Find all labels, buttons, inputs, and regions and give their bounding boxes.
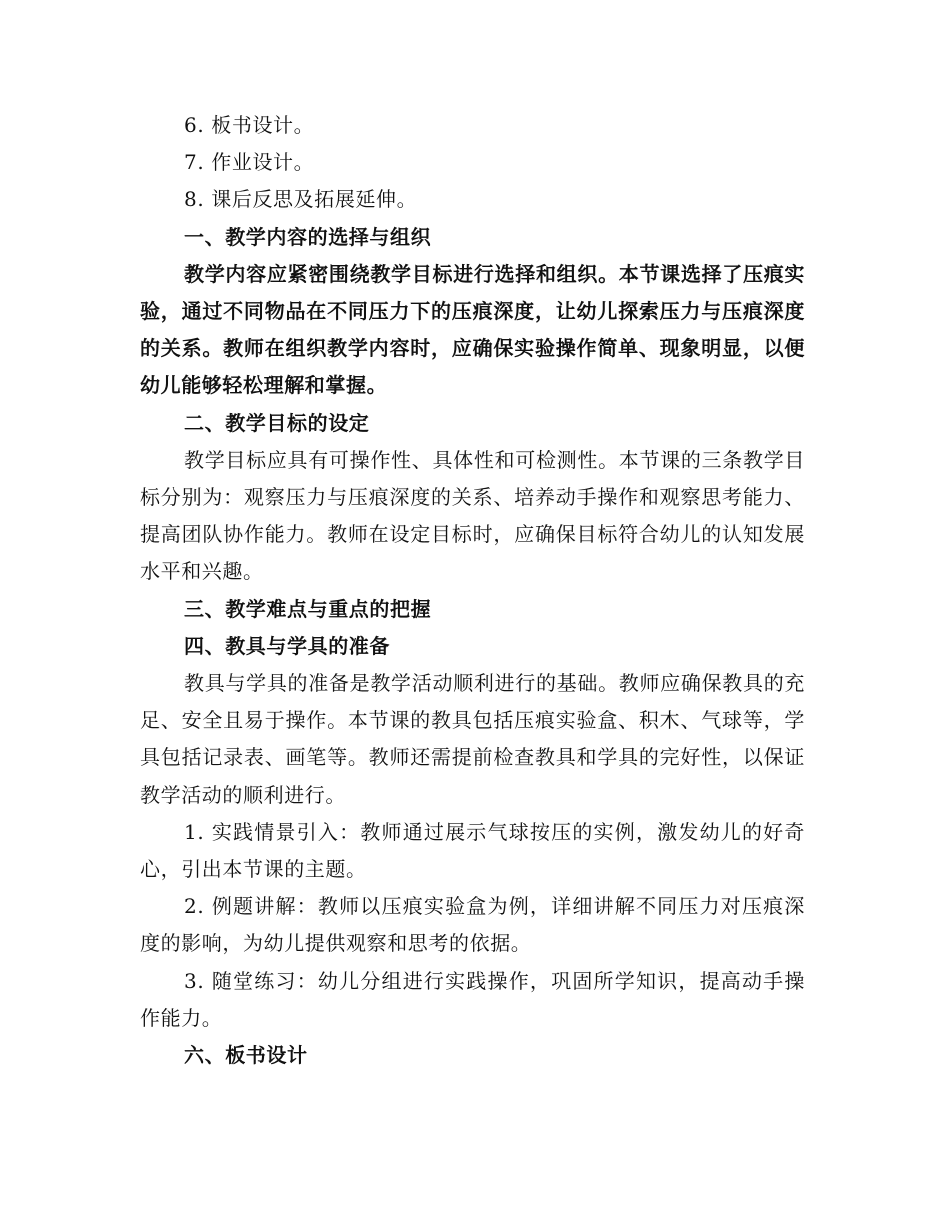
step-item-practice: 3. 随堂练习：幼儿分组进行实践操作，巩固所学知识，提高动手操作能力。 bbox=[140, 968, 805, 1030]
section-body-objectives: 教学目标应具有可操作性、具体性和可检测性。本节课的三条教学目标分别为：观察压力与压痕深度的关系、培养动手操作和观察思考能力、提高团队协作能力。教师在设定目标时，应确保目标符合幼儿的认知发展水平和兴趣。 bbox=[140, 447, 805, 584]
step-item-example: 2. 例题讲解：教师以压痕实验盒为例，详细讲解不同压力对压痕深度的影响，为幼儿提供观察和思考的依据。 bbox=[140, 894, 805, 956]
list-item-reflection: 8. 课后反思及拓展延伸。 bbox=[184, 187, 418, 212]
section-body-materials: 教具与学具的准备是教学活动顺利进行的基础。教师应确保教具的充足、安全且易于操作。本节课的教具包括压痕实验盒、积木、气球等，学具包括记录表、画笔等。教师还需提前检查教具和学具的完好性，以保证教学活动的顺利进行。 bbox=[140, 671, 805, 807]
section-body-content-selection: 教学内容应紧密围绕教学目标进行选择和组织。本节课选择了压痕实验，通过不同物品在不同压力下的压痕深度，让幼儿探索压力与压痕深度的关系。教师在组织教学内容时，应确保实验操作简单、现象明显，以便幼儿能够轻松理解和掌握。 bbox=[140, 261, 805, 398]
section-heading-content-selection: 一、教学内容的选择与组织 bbox=[184, 224, 432, 249]
list-item-board-design: 6. 板书设计。 bbox=[184, 113, 315, 137]
step-item-introduction: 1. 实践情景引入：教师通过展示气球按压的实例，激发幼儿的好奇心，引出本节课的主题。 bbox=[140, 819, 805, 882]
section-heading-objectives: 二、教学目标的设定 bbox=[184, 410, 370, 435]
list-item-homework-design: 7. 作业设计。 bbox=[184, 150, 315, 175]
section-heading-board: 六、板书设计 bbox=[184, 1043, 308, 1068]
section-heading-difficulties: 三、教学难点与重点的把握 bbox=[184, 596, 432, 621]
document-page bbox=[140, 107, 805, 1074]
section-heading-materials: 四、教具与学具的准备 bbox=[184, 633, 390, 658]
